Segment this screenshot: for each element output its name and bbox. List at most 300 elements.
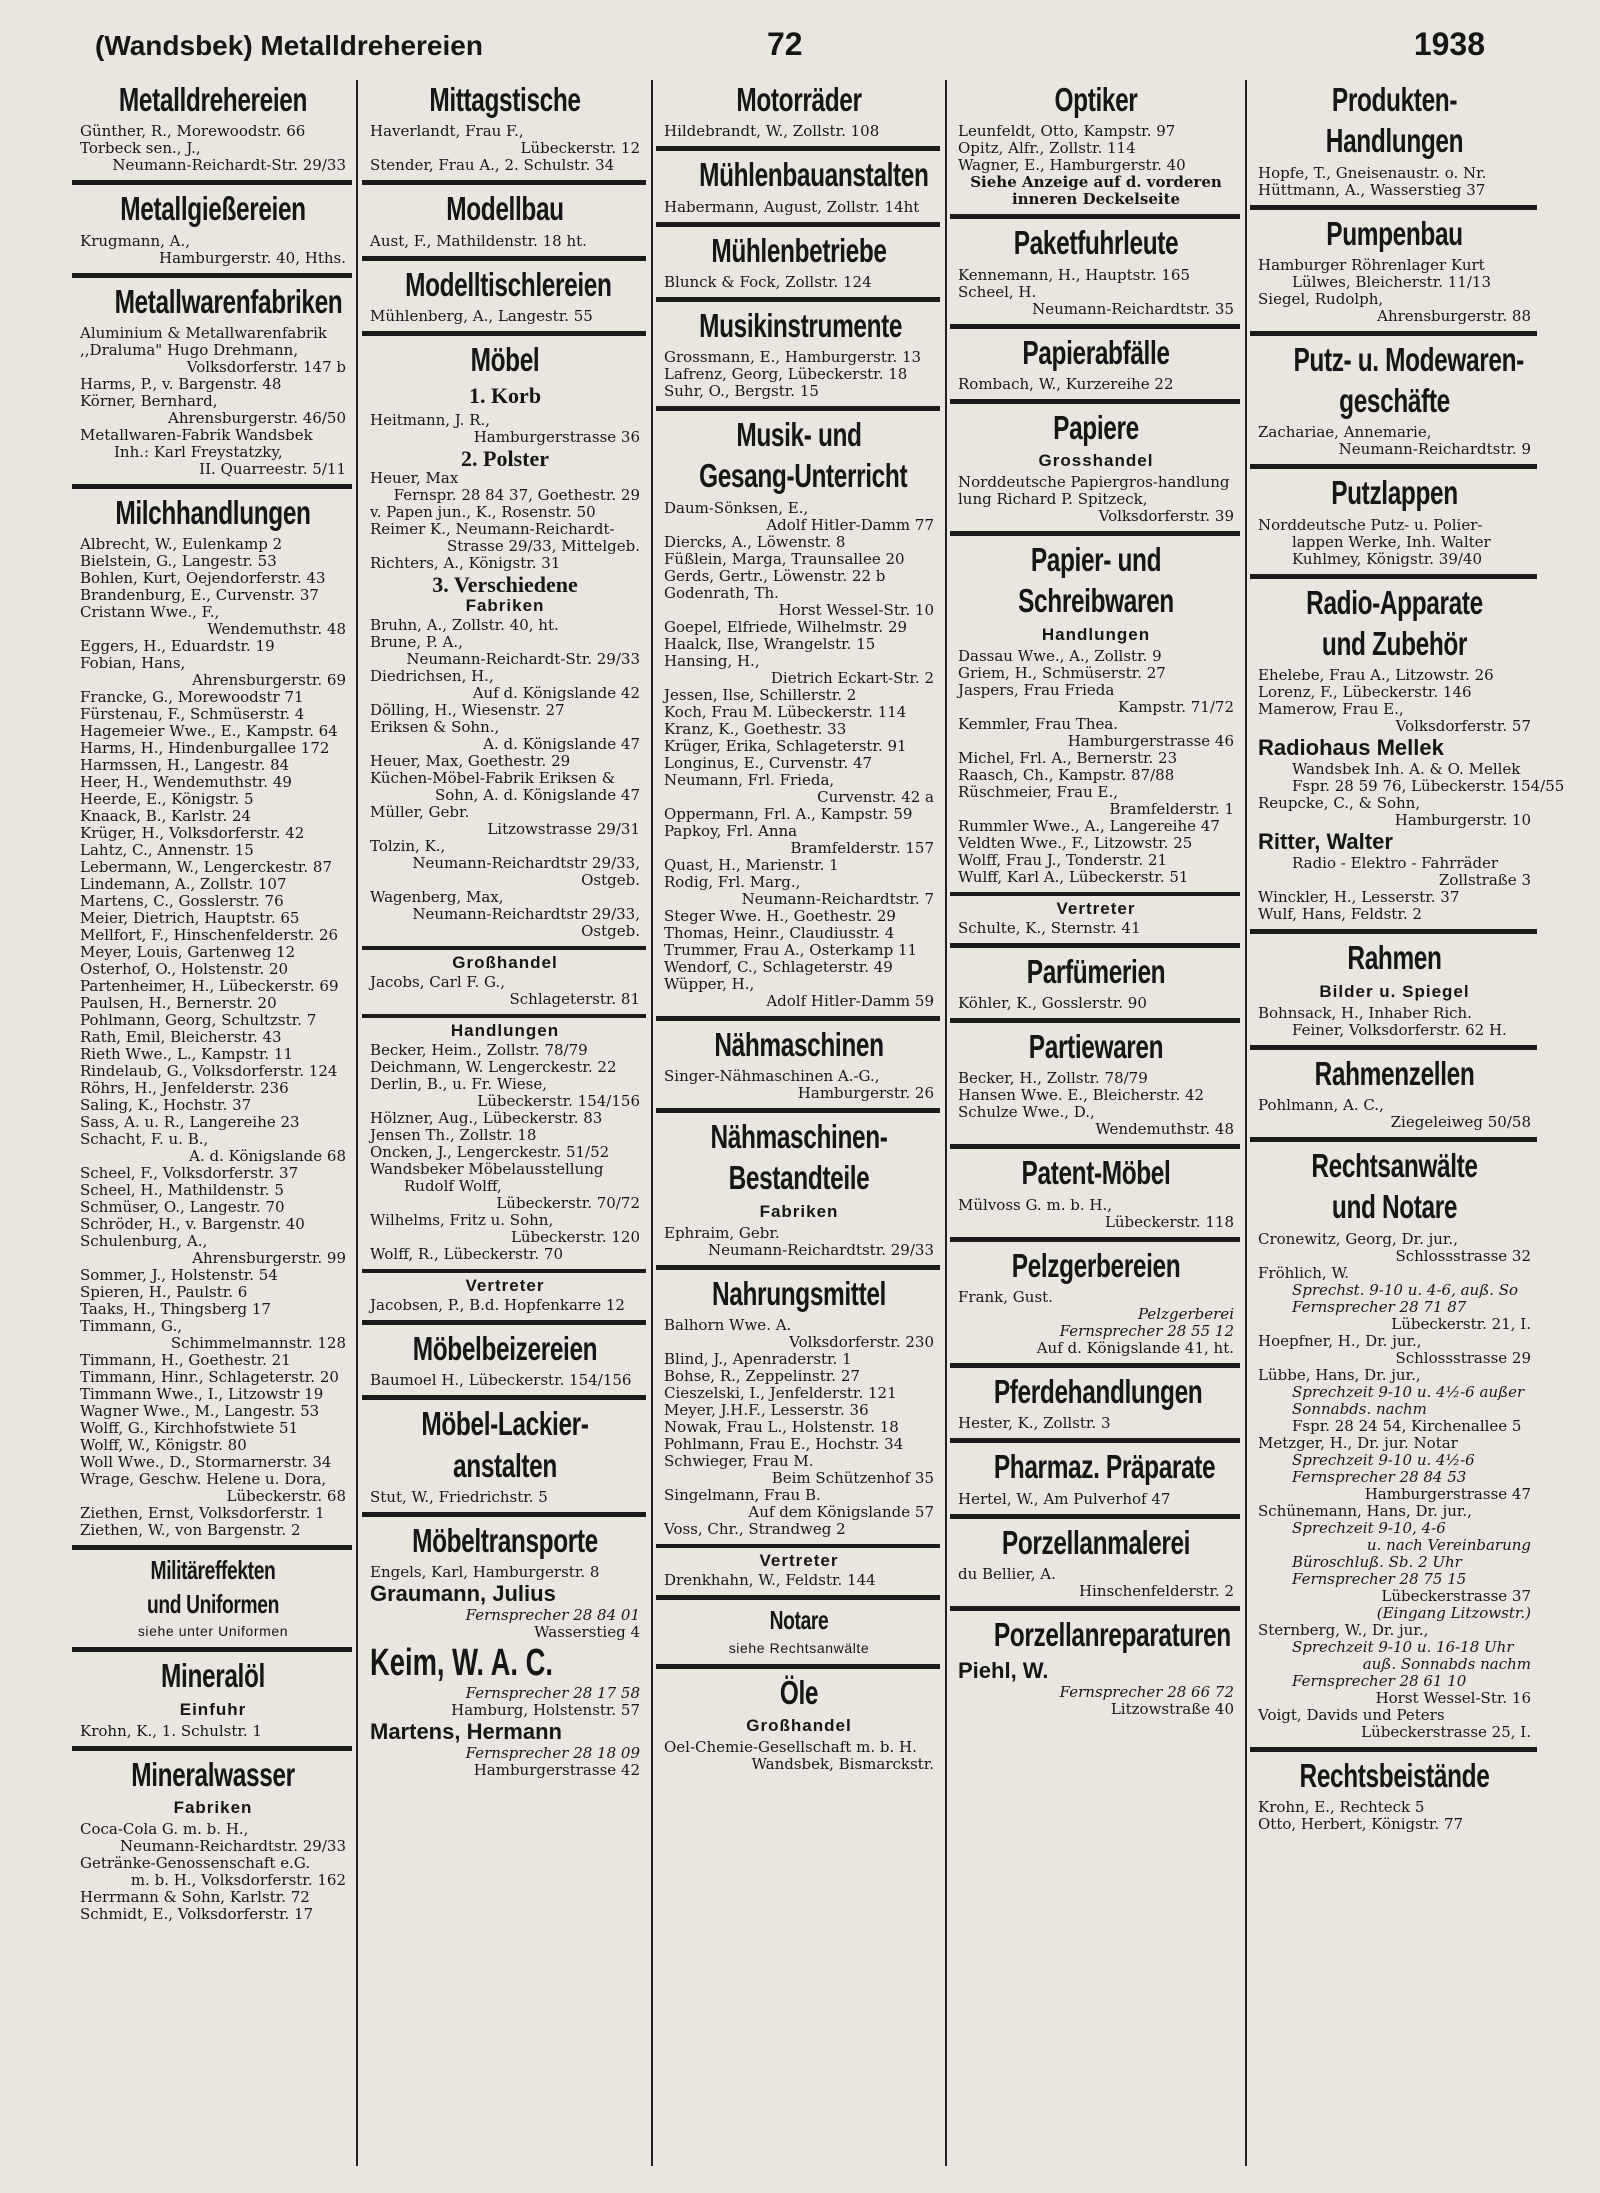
directory-section: [362, 336, 646, 1325]
entry-list: [958, 1658, 1234, 1718]
directory-entry: Fürstenau, F., Schmüserstr. 4: [80, 705, 305, 724]
directory-entry: Lindemann, A., Zollstr. 107: [80, 875, 287, 894]
directory-entry: Sprechst. 9-10 u. 4-6, auß. So: [1292, 1280, 1519, 1299]
directory-entry: Michel, Frl. A., Bernerstr. 23: [958, 748, 1178, 767]
directory-section: [1250, 469, 1537, 578]
directory-entry: (Eingang Litzowstr.): [1376, 1603, 1531, 1622]
directory-entry: Sternberg, W., Dr. jur.,: [1258, 1620, 1429, 1639]
directory-entry: Becker, H., Zollstr. 78/79: [958, 1069, 1148, 1088]
directory-entry: Ephraim, Gebr.: [664, 1223, 780, 1242]
directory-entry: Oncken, J., Lengerckestr. 51/52: [370, 1143, 610, 1162]
directory-entry: Metzger, H., Dr. jur. Notar: [1258, 1433, 1458, 1452]
section-heading: Metallgießereien: [120, 190, 306, 228]
directory-entry: Fernspr. 28 84 37, Goethestr. 29: [393, 486, 640, 505]
section-divider: [950, 892, 1240, 896]
column-divider: [945, 80, 947, 2166]
directory-entry: Fernsprecher 28 75 15: [1292, 1569, 1467, 1588]
directory-entry: Leunfeldt, Otto, Kampstr. 97: [958, 122, 1176, 141]
directory-entry: Mühlenberg, A., Langestr. 55: [370, 306, 593, 325]
directory-entry: Stut, W., Friedrichstr. 5: [370, 1488, 548, 1507]
directory-entry: Pelzgerberei: [1138, 1304, 1234, 1323]
directory-section: [362, 76, 646, 185]
directory-entry: Nowak, Frau L., Holstenstr. 18: [664, 1417, 899, 1436]
directory-section: [950, 1149, 1240, 1241]
entry-list: [370, 123, 640, 174]
directory-section: [362, 1400, 646, 1517]
directory-entry: Sprechzeit 9-10, 4-6: [1292, 1518, 1446, 1537]
section-heading: Radio-Apparate: [1306, 583, 1483, 621]
directory-entry: Drenkhahn, W., Feldstr. 144: [664, 1570, 876, 1589]
entry-list: [1258, 1231, 1531, 1741]
directory-entry: Wendorf, C., Schlageterstr. 49: [664, 957, 893, 976]
directory-section: [656, 1270, 940, 1600]
directory-entry: Rudolf Wolff,: [404, 1177, 502, 1196]
directory-section: [1250, 336, 1537, 470]
directory-entry: Rummler Wwe., A., Langereihe 47: [958, 816, 1220, 835]
section-heading: geschäfte: [1339, 382, 1450, 420]
directory-entry: Kemmler, Frau Thea.: [958, 714, 1119, 733]
directory-entry: Oel-Chemie-Gesellschaft m. b. H.: [664, 1737, 917, 1756]
directory-entry: Wrage, Geschw. Helene u. Dora,: [80, 1470, 327, 1489]
entry-list: [664, 199, 934, 216]
entry-list: [664, 1317, 934, 1589]
directory-entry: Reupcke, C., & Sohn,: [1258, 794, 1421, 813]
directory-entry: Hagemeier Wwe., E., Kampstr. 64: [80, 722, 338, 741]
section-heading: Gesang-Unterricht: [699, 457, 908, 495]
entry-list: [958, 123, 1234, 208]
directory-entry: Lübeckerstrasse 37: [1381, 1586, 1531, 1605]
section-heading: Möbeltransporte: [412, 1522, 598, 1560]
directory-entry: Lahtz, C., Annenstr. 15: [80, 841, 254, 860]
directory-entry: Veldten Wwe., F., Litzowstr. 25: [958, 833, 1193, 852]
directory-entry: Fernsprecher 28 55 12: [1059, 1321, 1234, 1340]
directory-section: [950, 404, 1240, 536]
section-heading: Öle: [779, 1673, 819, 1711]
directory-entry: Körner, Bernhard,: [80, 391, 218, 410]
directory-section: [656, 411, 940, 1021]
directory-entry: Woll Wwe., D., Stormarnerstr. 34: [80, 1453, 332, 1472]
directory-entry: inneren Deckelseite: [1011, 190, 1181, 209]
directory-entry: Neumann-Reichardtstr. 7: [741, 889, 934, 908]
directory-entry: Cristann Wwe., F.,: [80, 603, 220, 622]
directory-section: [656, 302, 940, 411]
directory-entry: Radio - Elektro - Fahrräder: [1292, 854, 1499, 873]
entry-list: [80, 1821, 346, 1923]
directory-entry: Meier, Dietrich, Hauptstr. 65: [80, 909, 300, 928]
section-subheading: Handlungen: [1041, 624, 1151, 644]
section-heading: Mühlenbauanstalten: [699, 156, 929, 194]
directory-entry: Harms, P., v. Bargenstr. 48: [80, 374, 282, 393]
directory-entry: du Bellier, A.: [958, 1564, 1056, 1583]
directory-entry: Köhler, K., Gosslerstr. 90: [958, 994, 1147, 1013]
directory-entry: Neumann-Reichardtstr. 9: [1338, 440, 1531, 459]
section-heading: Metallwarenfabriken: [114, 282, 343, 320]
directory-entry: Bohse, R., Zeppelinstr. 27: [664, 1366, 860, 1385]
section-subheading: 2. Polster: [461, 446, 549, 472]
directory-entry: Zollstraße 3: [1438, 871, 1531, 890]
directory-entry: Longinus, E., Curvenstr. 47: [664, 753, 873, 772]
directory-entry: Fobian, Hans,: [80, 654, 186, 673]
directory-entry: Wulf, Hans, Feldstr. 2: [1258, 905, 1422, 924]
directory-entry: Tolzin, K.,: [370, 837, 446, 856]
directory-section: [72, 185, 352, 277]
directory-entry: Horst Wessel-Str. 10: [778, 600, 934, 619]
directory-entry: ,,Draluma" Hugo Drehmann,: [80, 340, 299, 359]
section-heading: Bestandteile: [728, 1159, 870, 1197]
directory-entry: Fröhlich, W.: [1258, 1263, 1350, 1282]
directory-entry: Opitz, Alfr., Zollstr. 114: [958, 139, 1136, 158]
directory-entry: Rodig, Frl. Marg.,: [664, 872, 801, 891]
entry-list: [664, 123, 934, 140]
directory-section: [362, 1325, 646, 1400]
directory-entry: Fspr. 28 24 54, Kirchenallee 5: [1292, 1416, 1522, 1435]
entry-list: [1258, 1097, 1531, 1131]
directory-entry: Volksdorferstr. 57: [1395, 717, 1531, 736]
directory-entry: Reimer K., Neumann-Reichardt-: [370, 520, 615, 539]
directory-entry: Hopfe, T., Gneisenaustr. o. Nr.: [1258, 163, 1487, 182]
directory-entry: Heerde, E., Königstr. 5: [80, 790, 254, 809]
directory-entry: Wüpper, H.,: [664, 974, 755, 993]
column-3: [656, 76, 940, 2170]
directory-entry: Harmssen, H., Langestr. 84: [80, 756, 290, 775]
directory-entry: Schmidt, E., Volksdorferstr. 17: [80, 1904, 314, 1923]
directory-entry: Schacht, F. u. B.,: [80, 1130, 209, 1149]
directory-entry: Krohn, K., 1. Schulstr. 1: [80, 1721, 262, 1740]
section-heading: Handlungen: [1325, 122, 1464, 160]
section-subheading: Einfuhr: [179, 1699, 247, 1719]
directory-entry: Schulze Wwe., D.,: [958, 1103, 1095, 1122]
section-subheading: Großhandel: [452, 953, 558, 973]
directory-entry: Brandenburg, E., Curvenstr. 37: [80, 586, 319, 605]
directory-entry: Cieszelski, I., Jenfelderstr. 121: [664, 1383, 897, 1402]
section-heading: und Notare: [1331, 1188, 1458, 1226]
directory-entry: Beim Schützenhof 35: [771, 1468, 934, 1487]
section-heading: Metalldrehereien: [118, 81, 308, 118]
directory-entry: Aust, F., Mathildenstr. 18 ht.: [370, 231, 587, 250]
section-divider: [362, 1014, 646, 1018]
directory-entry: Fernsprecher 28 66 72: [1059, 1683, 1234, 1702]
directory-entry: Jacobs, Carl F. G.,: [370, 973, 505, 992]
directory-entry: Harms, H., Hindenburgallee 172: [80, 739, 330, 758]
directory-entry: Lebermann, W., Lengerckestr. 87: [80, 858, 332, 877]
directory-entry: Wasserstieg 4: [534, 1623, 640, 1642]
directory-entry: Inh.: Karl Freystatzky,: [114, 442, 283, 461]
directory-entry: Hertel, W., Am Pulverhof 47: [958, 1489, 1171, 1508]
directory-entry: Rombach, W., Kurzereihe 22: [958, 374, 1174, 393]
directory-section: [1250, 76, 1537, 210]
directory-section: [1250, 1050, 1537, 1142]
directory-entry: Koch, Frau M. Lübeckerstr. 114: [664, 702, 907, 721]
section-heading: Mineralöl: [161, 1657, 265, 1695]
directory-entry: Balhorn Wwe. A.: [664, 1315, 792, 1334]
directory-entry: Wandsbek Inh. A. & O. Mellek: [1292, 760, 1521, 779]
directory-section: [950, 1443, 1240, 1518]
directory-entry: Singelmann, Frau B.: [664, 1485, 821, 1504]
directory-entry: Lübeckerstr. 21, I.: [1391, 1314, 1531, 1333]
section-divider: [362, 1269, 646, 1273]
directory-entry: Blunck & Fock, Zollstr. 124: [664, 272, 872, 291]
directory-entry: Bohnsack, H., Inhaber Rich.: [1258, 1003, 1472, 1022]
directory-entry: Blind, J., Apenraderstr. 1: [664, 1349, 852, 1368]
directory-entry: Saling, K., Hochstr. 37: [80, 1096, 252, 1115]
directory-entry: Neumann-Reichardtstr 29/33,: [412, 854, 640, 873]
directory-entry: Rüschmeier, Frau E.,: [958, 782, 1118, 801]
directory-entry: Trummer, Frau A., Osterkamp 11: [664, 940, 918, 959]
directory-entry: Jacobsen, P., B.d. Hopfenkarre 12: [370, 1296, 625, 1315]
directory-entry: Hamburgerstr. 10: [1394, 811, 1531, 830]
section-heading: Pelzgerbereien: [1011, 1246, 1181, 1284]
directory-entry: Lübeckerstr. 12: [520, 139, 640, 158]
directory-entry: Lülwes, Bleicherstr. 11/13: [1292, 272, 1491, 291]
section-heading: Musikinstrumente: [699, 306, 903, 344]
entry-list: [1258, 165, 1531, 199]
directory-entry: Lübeckerstr. 154/156: [477, 1092, 640, 1111]
directory-entry: Frank, Gust.: [958, 1287, 1053, 1306]
directory-entry: Thomas, Heinr., Claudiusstr. 4: [664, 923, 895, 942]
section-heading: Mühlenbetriebe: [711, 231, 887, 269]
directory-entry: Timmann, G.,: [80, 1317, 183, 1336]
directory-entry: Eriksen & Sohn.,: [370, 718, 500, 737]
directory-entry: Cronewitz, Georg, Dr. jur.,: [1258, 1229, 1458, 1248]
directory-entry: m. b. H., Volksdorferstr. 162: [130, 1870, 346, 1889]
directory-section: [72, 1550, 352, 1652]
directory-entry: Fernsprecher 28 84 01: [465, 1606, 640, 1625]
entry-list: [370, 1489, 640, 1506]
directory-entry: Diedrichsen, H.,: [370, 667, 494, 686]
directory-entry: Schimmelmannstr. 128: [170, 1334, 346, 1353]
directory-entry: Mellfort, F., Hinschenfelderstr. 26: [80, 926, 339, 945]
section-heading: Optiker: [1054, 81, 1138, 118]
directory-entry: Hamburger Röhrenlager Kurt: [1258, 255, 1485, 274]
directory-entry: Osterhof, O., Holstenstr. 20: [80, 960, 289, 979]
entry-list: [80, 536, 346, 1539]
directory-entry: Lübeckerstr. 68: [226, 1487, 346, 1506]
section-heading: Nähmaschinen: [714, 1025, 884, 1063]
directory-entry: Herrmann & Sohn, Karlstr. 72: [80, 1887, 310, 1906]
column-divider: [651, 80, 653, 2166]
directory-entry: Stender, Frau A., 2. Schulstr. 34: [370, 156, 615, 175]
section-subheading: Fabriken: [759, 1201, 839, 1221]
section-heading: Notare: [769, 1604, 829, 1635]
directory-entry: Ahrensburgerstr. 69: [192, 671, 346, 690]
section-subheading: Fabriken: [173, 1797, 253, 1817]
directory-section: [656, 1669, 940, 1779]
directory-entry: Ziegeleiweg 50/58: [1390, 1112, 1531, 1131]
directory-section: [72, 1652, 352, 1750]
directory-entry: Ritter, Walter: [1258, 829, 1393, 855]
section-heading: und Uniformen: [147, 1588, 279, 1619]
directory-entry: Rath, Emil, Bleicherstr. 43: [80, 1028, 282, 1047]
section-subheading: Grosshandel: [1038, 451, 1154, 471]
directory-entry: Schulenburg, A.,: [80, 1232, 208, 1251]
directory-entry: Bielstein, G., Langestr. 53: [80, 552, 277, 571]
section-heading: Möbel: [470, 340, 540, 378]
section-heading: Pumpenbau: [1326, 214, 1463, 252]
directory-entry: Grossmann, E., Hamburgerstr. 13: [664, 348, 922, 367]
directory-section: [656, 76, 940, 151]
directory-entry: Lübeckerstr. 118: [1104, 1212, 1234, 1231]
directory-section: [950, 536, 1240, 948]
directory-entry: Papkoy, Frl. Anna: [664, 821, 798, 840]
directory-entry: Derlin, B., u. Fr. Wiese,: [370, 1075, 548, 1094]
directory-entry: Godenrath, Th.: [664, 583, 779, 602]
directory-section: [950, 948, 1240, 1023]
directory-entry: Martens, C., Gosslerstr. 76: [80, 892, 284, 911]
directory-entry: Schlossstrasse 32: [1395, 1246, 1531, 1265]
directory-entry: lung Richard P. Spitzeck,: [958, 490, 1148, 509]
directory-section: [950, 1368, 1240, 1443]
section-heading: Möbel-Lackier-: [421, 1405, 589, 1443]
directory-entry: Jessen, Ilse, Schillerstr. 2: [664, 685, 857, 704]
directory-section: [656, 227, 940, 302]
directory-entry: Timmann Wwe., I., Litzowstr 19: [80, 1385, 324, 1404]
directory-entry: Francke, G., Morewoodstr 71: [80, 688, 304, 707]
section-subheading: 3. Verschiedene: [432, 572, 578, 598]
directory-entry: Rieth Wwe., L., Kampstr. 11: [80, 1045, 293, 1064]
directory-entry: Goepel, Elfriede, Wilhelmstr. 29: [664, 617, 908, 636]
directory-entry: Keim, W. A. C.: [370, 1642, 553, 1685]
section-heading: Putzlappen: [1331, 474, 1458, 512]
directory-entry: Hamburgerstr. 40, Hths.: [159, 248, 346, 267]
directory-entry: Torbeck sen., J.,: [80, 139, 201, 158]
directory-entry: Scheel, H.: [958, 282, 1037, 301]
entry-list: [958, 995, 1234, 1012]
entry-list: [1258, 257, 1531, 325]
entry-list: [664, 1068, 934, 1102]
column-divider: [1245, 80, 1247, 2166]
directory-entry: Eggers, H., Eduardstr. 19: [80, 637, 275, 656]
section-divider: [362, 946, 646, 950]
directory-entry: Wolff, G., Kirchhofstwiete 51: [80, 1419, 299, 1438]
directory-entry: u. nach Vereinbarung: [1366, 1535, 1531, 1554]
directory-section: [72, 278, 352, 489]
directory-entry: Bruhn, A., Zollstr. 40, ht.: [370, 616, 559, 635]
directory-entry: Wolff, Frau J., Tonderstr. 21: [958, 850, 1168, 869]
directory-entry: Lübeckerstr. 70/72: [496, 1194, 640, 1213]
section-heading: Paketfuhrleute: [1013, 224, 1179, 262]
directory-entry: Neumann-Reichardtstr. 35: [1032, 299, 1234, 318]
directory-entry: Mamerow, Frau E.,: [1258, 700, 1404, 719]
directory-entry: Ehelebe, Frau A., Litzowstr. 26: [1258, 666, 1494, 685]
directory-entry: Hansing, H.,: [664, 651, 760, 670]
directory-entry: Kranz, K., Goethestr. 33: [664, 719, 847, 738]
directory-entry: Scheel, H., Mathildenstr. 5: [80, 1181, 284, 1200]
directory-entry: Sprechzeit 9-10 u. 16-18 Uhr: [1292, 1637, 1514, 1656]
section-heading: Möbelbeizereien: [412, 1330, 598, 1368]
directory-entry: Ziethen, Ernst, Volksdorferstr. 1: [80, 1504, 325, 1523]
directory-entry: Neumann-Reichardt-Str. 29/33: [112, 156, 346, 175]
directory-entry: Schulte, K., Sternstr. 41: [958, 918, 1141, 937]
directory-entry: Dietrich Eckart-Str. 2: [770, 668, 934, 687]
section-subheading: Bilder u. Spiegel: [1319, 981, 1470, 1001]
directory-entry: Fernsprecher 28 84 53: [1292, 1467, 1467, 1486]
directory-entry: Krohn, E., Rechteck 5: [1258, 1797, 1425, 1816]
entry-list: [958, 648, 1234, 937]
entry-list: [958, 1289, 1234, 1357]
page-header: [95, 26, 1485, 66]
directory-entry: Suhr, O., Bergstr. 15: [664, 382, 819, 401]
directory-entry: Neumann-Reichardtstr. 29/33: [119, 1836, 346, 1855]
directory-entry: Büroschluß. Sb. 2 Uhr: [1292, 1552, 1462, 1571]
directory-entry: Becker, Heim., Zollstr. 78/79: [370, 1041, 588, 1060]
directory-entry: Ahrensburgerstr. 46/50: [168, 408, 346, 427]
directory-entry: Günther, R., Morewoodstr. 66: [80, 122, 306, 141]
directory-entry: Hester, K., Zollstr. 3: [958, 1414, 1111, 1433]
section-heading: Militäreffekten: [150, 1555, 276, 1586]
directory-entry: Raasch, Ch., Kampstr. 87/88: [958, 765, 1175, 784]
directory-entry: Neumann-Reichardt-Str. 29/33: [406, 650, 640, 669]
directory-entry: Otto, Herbert, Königstr. 77: [1258, 1814, 1464, 1833]
directory-entry: Lübbe, Hans, Dr. jur.,: [1258, 1365, 1421, 1384]
directory-section: [656, 1113, 940, 1270]
directory-entry: Daum-Sönksen, E.,: [664, 498, 809, 517]
directory-entry: Fernsprecher 28 61 10: [1292, 1671, 1467, 1690]
directory-entry: Baumoel H., Lübeckerstr. 154/156: [370, 1371, 632, 1390]
section-heading: Papierabfälle: [1022, 333, 1170, 371]
directory-entry: Brune, P. A.,: [370, 633, 463, 652]
section-heading: Rechtsbeistände: [1299, 1756, 1490, 1794]
directory-entry: Wulff, Karl A., Lübeckerstr. 51: [958, 867, 1189, 886]
entry-list: [958, 1197, 1234, 1231]
section-subheading: Fabriken: [465, 596, 545, 616]
directory-entry: Krüger, H., Volksdorferstr. 42: [80, 824, 305, 843]
section-heading: Papier- und: [1030, 541, 1162, 579]
directory-entry: Curvenstr. 42 a: [817, 787, 934, 806]
directory-entry: Hildebrandt, W., Zollstr. 108: [664, 122, 880, 141]
column-5: [1250, 76, 1565, 2170]
directory-entry: Winckler, H., Lesserstr. 37: [1258, 888, 1460, 907]
directory-section: [656, 151, 940, 226]
entry-list: [370, 1564, 640, 1779]
directory-section: [362, 1517, 646, 1785]
directory-entry: Spieren, H., Paulstr. 6: [80, 1283, 248, 1302]
directory-entry: Pohlmann, Frau E., Hochstr. 34: [664, 1434, 904, 1453]
directory-entry: Voss, Chr., Strandweg 2: [664, 1519, 846, 1538]
directory-section: [362, 261, 646, 336]
section-heading: Mittagstische: [429, 81, 581, 118]
directory-entry: Richters, A., Königstr. 31: [370, 554, 561, 573]
directory-entry: Hamburgerstrasse 46: [1067, 731, 1234, 750]
directory-entry: Röhrs, H., Jenfelderstr. 236: [80, 1079, 289, 1098]
directory-entry: lappen Werke, Inh. Walter: [1292, 532, 1491, 551]
directory-entry: Ostgeb.: [581, 871, 640, 890]
directory-entry: Ziethen, W., von Bargenstr. 2: [80, 1521, 301, 1540]
directory-entry: Auf dem Königslande 57: [748, 1502, 934, 1521]
directory-entry: Dölling, H., Wiesenstr. 27: [370, 701, 565, 720]
directory-entry: Heuer, Max, Goethestr. 29: [370, 752, 571, 771]
directory-entry: Litzowstraße 40: [1110, 1700, 1234, 1719]
directory-entry: Timmann, H., Goethestr. 21: [80, 1351, 291, 1370]
directory-entry: Küchen-Möbel-Fabrik Eriksen &: [370, 769, 616, 788]
directory-entry: Heuer, Max: [370, 469, 459, 488]
directory-entry: Volksdorferstr. 230: [789, 1332, 934, 1351]
column-divider: [356, 80, 358, 2166]
directory-entry: v. Papen jun., K., Rosenstr. 50: [370, 503, 596, 522]
directory-entry: Sass, A. u. R., Langereihe 23: [80, 1113, 300, 1132]
directory-entry: Mülvoss G. m. b. H.,: [958, 1195, 1112, 1214]
directory-section: [656, 1600, 940, 1669]
directory-section: [950, 1242, 1240, 1368]
directory-entry: Fspr. 28 59 76, Lübeckerstr. 154/55: [1292, 777, 1565, 796]
directory-entry: Strasse 29/33, Mittelgeb.: [447, 537, 640, 556]
directory-entry: Sommer, J., Holstenstr. 54: [80, 1266, 278, 1285]
directory-entry: Wandsbeker Möbelausstellung: [370, 1160, 604, 1179]
section-heading: Produkten-: [1331, 81, 1458, 118]
directory-entry: Quast, H., Marienstr. 1: [664, 855, 839, 874]
entry-list: [80, 123, 346, 174]
directory-entry: Müller, Gebr.: [370, 803, 470, 822]
directory-entry: Meyer, J.H.F., Lesserstr. 36: [664, 1400, 869, 1419]
